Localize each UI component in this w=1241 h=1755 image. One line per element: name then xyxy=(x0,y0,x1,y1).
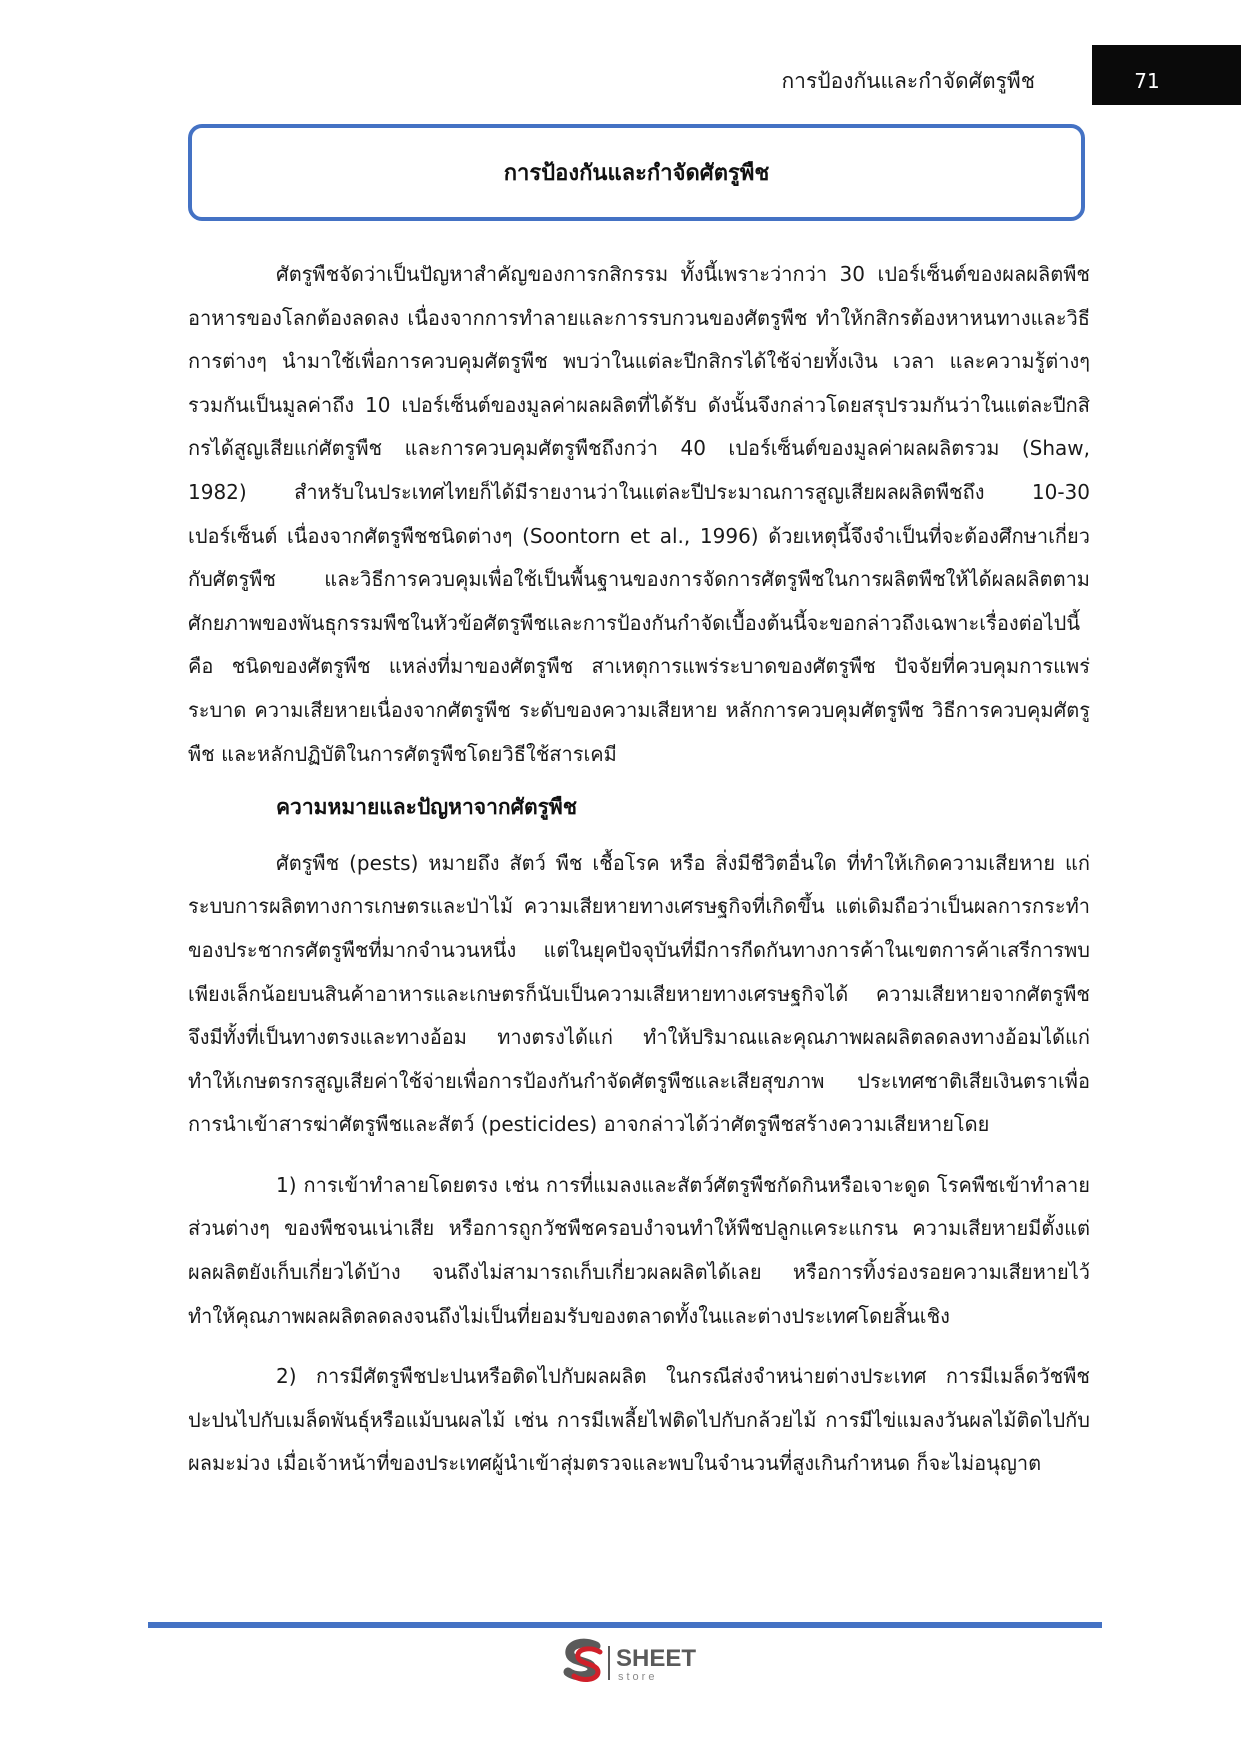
document-body xyxy=(188,253,1090,1486)
footer-divider xyxy=(148,1622,1102,1628)
section-paragraph-direct-damage: 1) การเข้าทำลายโดยตรง เช่น การที่แมลงและสัตว์ศัตรูพืชกัดกินหรือเจาะดูด โรคพืชเข้าทำลายส่วนต่างๆ ของพืชจนเน่าเสีย หรือการถูกวัชพืชครอบงำจนทำให้พืชปลูกแคระแกรน ความเสียหายมีตั้งแต่ผลผลิตยังเก็บเกี่ยวได้บ้าง จนถึงไม่สามารถเก็บเกี่ยวผลผลิตได้เลย หรือการทิ้งร่องรอยความเสียหายไว้ ทำให้คุณภาพผลผลิตลดลงจนถึงไม่เป็นที่ยอมรับของตลาดทั้งในและต่างประเทศโดยสิ้นเชิง xyxy=(188,1172,1090,1328)
logo-s-mark xyxy=(568,1643,600,1679)
chapter-title-box xyxy=(188,124,1085,221)
chapter-title: การป้องกันและกำจัดศัตรูพืช xyxy=(503,161,770,186)
section-paragraph-contamination: 2) การมีศัตรูพืชปะปนหรือติดไปกับผลผลิต ในกรณีส่งจำหน่ายต่างประเทศ การมีเมล็ดวัชพืชปะปนไปกับเมล็ดพันธุ์หรือแม้บนผลไม้ เช่น การมีเพลี้ยไฟติดไปกับกล้วยไม้ การมีไข่แมลงวันผลไม้ติดไปกับผลมะม่วง เมื่อเจ้าหน้าที่ของประเทศผู้นำเข้าสุ่มตรวจและพบในจำนวนที่สูงเกินกำหนด ก็จะไม่อนุญาต xyxy=(188,1364,1090,1476)
section-paragraph-definition: ศัตรูพืช (pests) หมายถึง สัตว์ พืช เชื้อโรค หรือ สิ่งมีชีวิตอื่นใด ที่ทำให้เกิดความเสียหาย แก่ระบบการผลิตทางการเกษตรและป่าไม้ ความเสียหายทางเศรษฐกิจที่เกิดขึ้น แต่เดิมถือว่าเป็นผลการกระทำของประชากรศัตรูพืชที่มากจำนวนหนึ่ง แต่ในยุคปัจจุบันที่มีการกีดกันทางการค้าในเขตการค้าเสรีการพบเพียงเล็กน้อยบนสินค้าอาหารและเกษตรก็นับเป็นความเสียหายทางเศรษฐกิจได้ ความเสียหายจากศัตรูพืช จึงมีทั้งที่เป็นทางตรงและทางอ้อม ทางตรงได้แก่ ทำให้ปริมาณและคุณภาพผลผลิตลดลงทางอ้อมได้แก่ ทำให้เกษตรกรสูญเสียค่าใช้จ่ายเพื่อการป้องกันกำจัดศัตรูพืชและเสียสุขภาพ ประเทศชาติเสียเงินตราเพื่อการนำเข้าสารฆ่าศัตรูพืชและสัตว์ (pesticides) อาจกล่าวได้ว่าศัตรูพืชสร้างความเสียหายโดย xyxy=(188,850,1090,1137)
page-number-tab xyxy=(1092,45,1241,105)
sheet-store-logo-icon xyxy=(562,1636,722,1688)
logo-divider xyxy=(608,1646,610,1680)
logo-wordmark: SHEET xyxy=(616,1645,697,1672)
sheet-store-logo xyxy=(562,1636,722,1688)
page-number: 71 xyxy=(1134,69,1160,93)
intro-paragraph: ศัตรูพืชจัดว่าเป็นปัญหาสำคัญของการกสิกรรม ทั้งนี้เพราะว่ากว่า 30 เปอร์เซ็นต์ของผลผลิตพืชอาหารของโลกต้องลดลง เนื่องจากการทำลายและการรบกวนของศัตรูพืช ทำให้กสิกรต้องหาหนทางและวิธีการต่างๆ นำมาใช้เพื่อการควบคุมศัตรูพืช พบว่าในแต่ละปีกสิกรได้ใช้จ่ายทั้งเงิน เวลา และความรู้ต่างๆ รวมกันเป็นมูลค่าถึง 10 เปอร์เซ็นต์ของมูลค่าผลผลิตที่ได้รับ ดังนั้นจึงกล่าวโดยสรุปรวมกันว่าในแต่ละปีกสิกรได้สูญเสียแก่ศัตรูพืช และการควบคุมศัตรูพืชถึงกว่า 40 เปอร์เซ็นต์ของมูลค่าผลผลิตรวม (Shaw, 1982) สำหรับในประเทศไทยก็ได้มีรายงานว่าในแต่ละปีประมาณการสูญเสียผลผลิตพืชถึง 10-30 เปอร์เซ็นต์ เนื่องจากศัตรูพืชชนิดต่างๆ (Soontorn et al., 1996) ด้วยเหตุนี้จึงจำเป็นที่จะต้องศึกษาเกี่ยวกับศัตรูพืช และวิธีการควบคุมเพื่อใช้เป็นพื้นฐานของการจัดการศัตรูพืชในการผลิตพืชให้ได้ผลผลิตตามศักยภาพของพันธุกรรมพืชในหัวข้อศัตรูพืชและการป้องกันกำจัดเบื้องต้นนี้จะขอกล่าวถึงเฉพาะเรื่องต่อไปนี้คือ ชนิดของศัตรูพืช แหล่งที่มาของศัตรูพืช สาเหตุการแพร่ระบาดของศัตรูพืช ปัจจัยที่ควบคุมการแพร่ระบาด ความเสียหายเนื่องจากศัตรูพืช ระดับของความเสียหาย หลักการควบคุมศัตรูพืช วิธีการควบคุมศัตรูพืช และหลักปฏิบัติในการศัตรูพืชโดยวิธีใช้สารเคมี xyxy=(188,262,1090,766)
running-header-title: การป้องกันและกำจัดศัตรูพืช xyxy=(781,69,1035,93)
section-heading: ความหมายและปัญหาจากศัตรูพืช xyxy=(276,795,577,820)
logo-subtext: store xyxy=(618,1671,658,1683)
